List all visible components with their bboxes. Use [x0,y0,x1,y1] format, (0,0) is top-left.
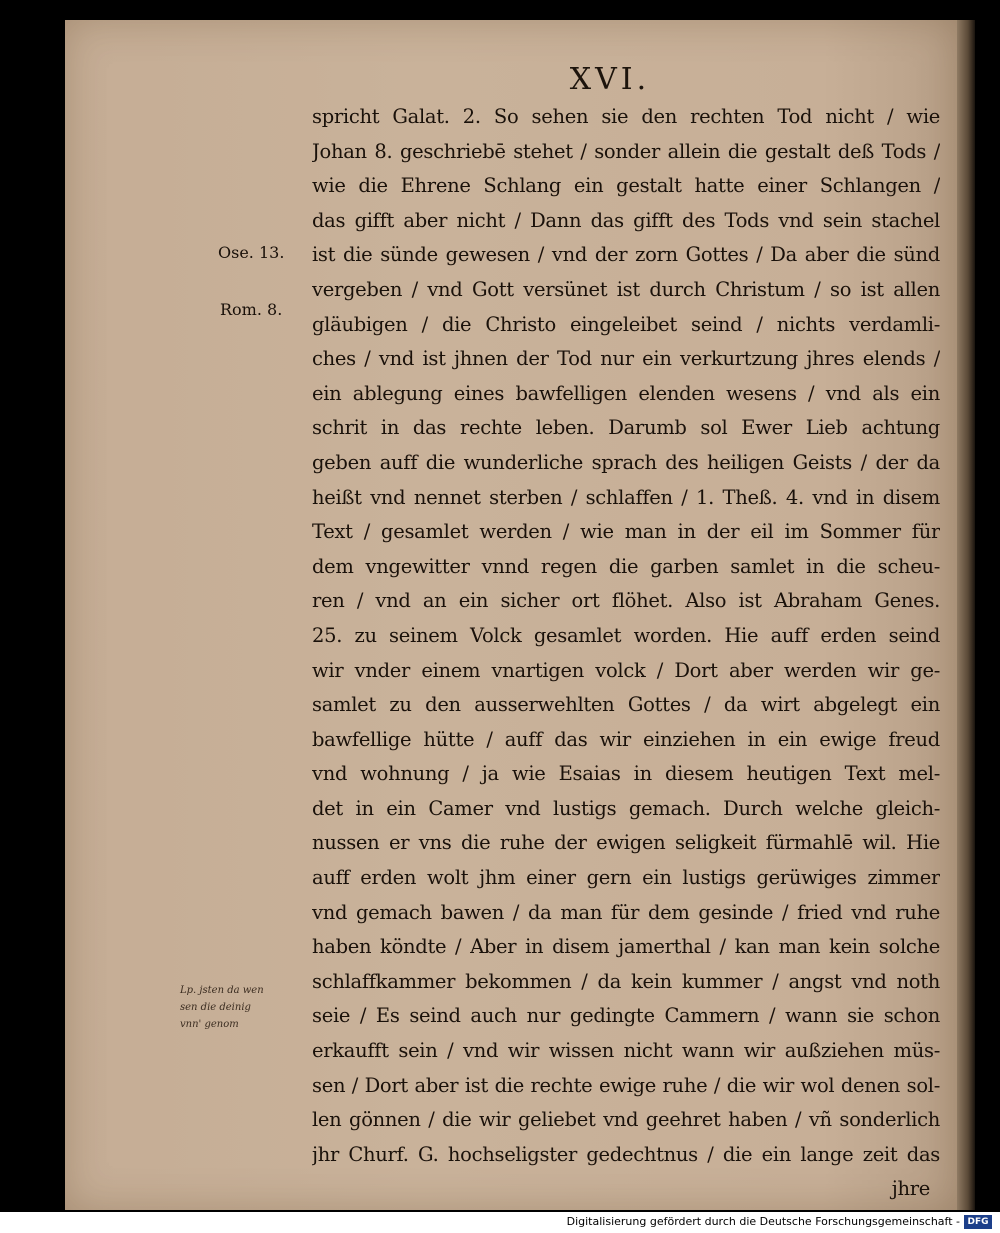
text-line: heißt vnd nennet sterben / schlaffen / 1. Theß. 4. vnd in disem [312,485,940,509]
text-line: auff erden wolt jhm einer gern ein lustigs gerüwiges zimmer [312,866,940,890]
text-line: vnd gemach bawen / da man für dem gesinde / fried vnd ruhe [312,900,940,924]
text-line: gläubigen / die Christo eingeleibet seind / nichts verdamli- [312,312,940,336]
footer-bar [0,1212,1000,1233]
text-line: nussen er vns die ruhe der ewigen seligkeit fürmahlē wil. Hie [312,831,940,855]
text-line: wie die Ehrene Schlang ein gestalt hatte einer Schlangen / [312,174,940,198]
handwritten-note-line: vnn' genom [180,1019,239,1030]
text-line: ein ablegung eines bawfelligen elenden wesens / vnd als ein [312,381,940,405]
text-line: 25. zu seinem Volck gesamlet worden. Hie auff erden seind [312,623,940,647]
margin-reference: Rom. 8. [220,300,283,319]
catchword: jhre [891,1177,930,1201]
text-line: erkaufft sein / vnd wir wissen nicht wann wir außziehen müs- [312,1039,940,1063]
dfg-logo-icon: DFG [964,1215,992,1229]
text-line: jhr Churf. G. hochseligster gedechtnus / die ein lange zeit das [312,1142,940,1166]
page-edge-shadow [957,20,975,1210]
text-line: seie / Es seind auch nur gedingte Cammern / wann sie schon [312,1004,940,1028]
text-line: ches / vnd ist jhnen der Tod nur ein verkurtzung jhres elends / [312,347,940,371]
text-line: Text / gesamlet werden / wie man in der eil im Sommer für [312,520,940,544]
handwritten-note [180,982,285,1033]
text-line: ist die sünde gewesen / vnd der zorn Gottes / Da aber die sünd [312,243,940,267]
text-line: sen / Dort aber ist die rechte ewige ruhe / die wir wol denen sol- [312,1073,940,1097]
main-text-block [312,100,940,1207]
funding-credit: Digitalisierung gefördert durch die Deutsche Forschungsgemeinschaft - [566,1215,960,1228]
text-line: das gifft aber nicht / Dann das gifft des Tods vnd sein stachel [312,208,940,232]
text-line: vnd wohnung / ja wie Esaias in diesem heutigen Text mel- [312,762,940,786]
page-number: XVI. [569,62,651,97]
text-line: Johan 8. geschriebē stehet / sonder allein die gestalt deß Tods / [312,139,940,163]
text-line: dem vngewitter vnnd regen die garben samlet in die scheu- [312,554,940,578]
margin-reference: Ose. 13. [218,243,285,262]
text-line: wir vnder einem vnartigen volck / Dort aber werden wir ge- [312,658,940,682]
text-line: ren / vnd an ein sicher ort flöhet. Also ist Abraham Genes. [312,589,940,613]
text-line: bawfellige hütte / auff das wir einziehen in ein ewige freud [312,727,940,751]
handwritten-note-line: sen die deinig [180,1002,251,1013]
text-line: schrit in das rechte leben. Darumb sol Ewer Lieb achtung [312,416,940,440]
handwritten-note-line: Lp. jsten da wen [180,985,264,996]
text-line: spricht Galat. 2. So sehen sie den rechten Tod nicht / wie [312,105,940,128]
text-line: schlaffkammer bekommen / da kein kummer / angst vnd noth [312,969,940,993]
text-line: vergeben / vnd Gott versünet ist durch Christum / so ist allen [312,277,940,301]
text-line: samlet zu den ausserwehlten Gottes / da wirt abgelegt ein [312,693,940,717]
text-line: haben köndte / Aber in disem jamerthal / kan man kein solche [312,935,940,959]
text-line: len gönnen / die wir geliebet vnd geehret haben / vñ sonderlich [312,1108,940,1132]
text-line: geben auff die wunderliche sprach des heiligen Geists / der da [312,450,940,474]
text-line: det in ein Camer vnd lustigs gemach. Durch welche gleich- [312,796,940,820]
